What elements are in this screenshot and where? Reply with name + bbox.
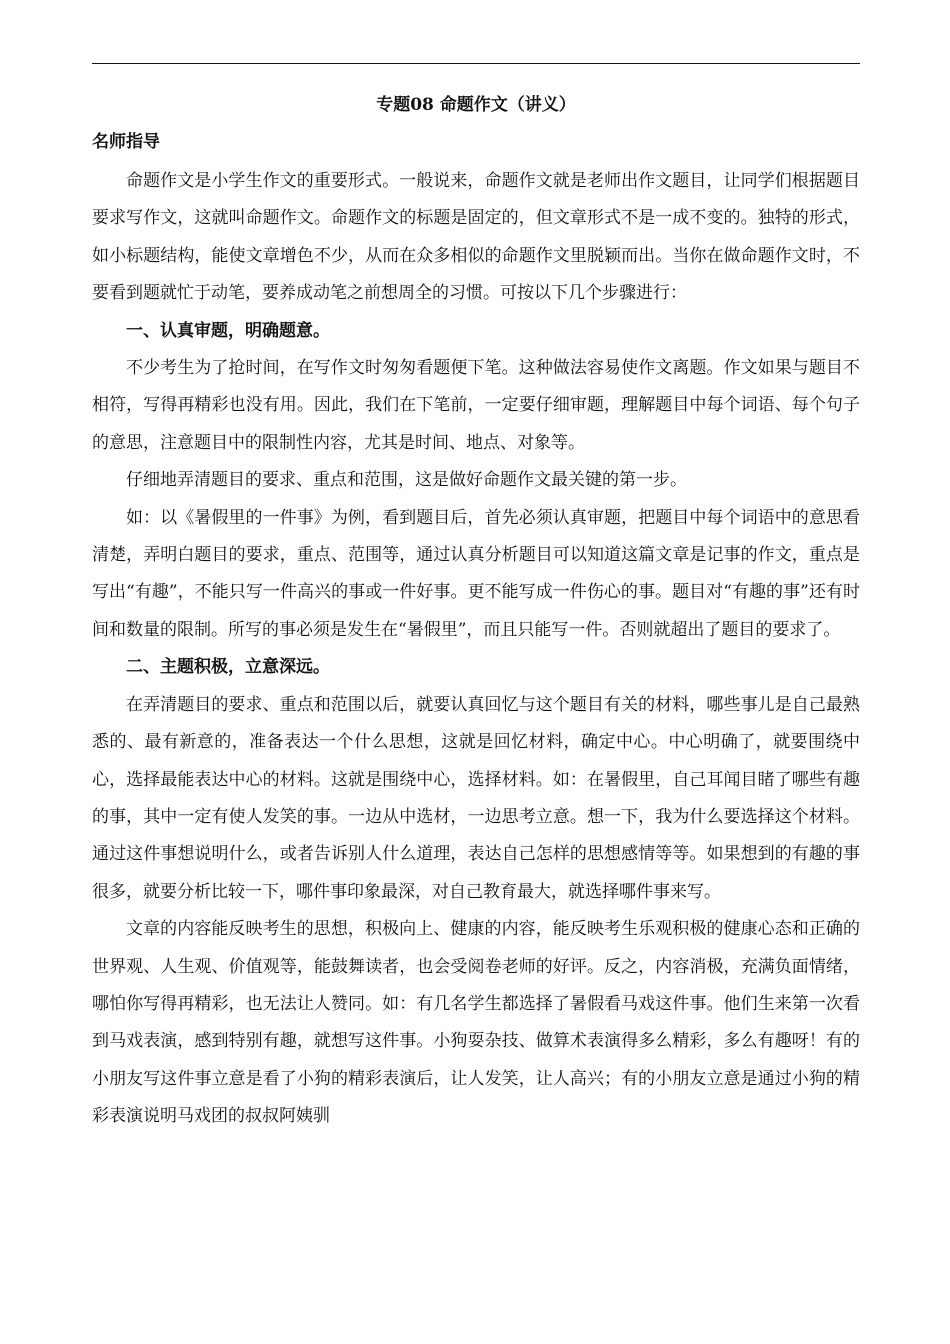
subheading-step-1: 一、认真审题，明确题意。	[126, 320, 330, 341]
paragraph-step-1-example: 如：以《暑假里的一件事》为例，看到题目后，首先必须认真审题，把题目中每个词语中的意思看清楚，弄明白题目的要求，重点、范围等，通过认真分析题目可以知道这篇文章是记事的作文，重点是写出“有趣”，不能只写一件高兴的事或一件好事。更不能写成一件伤心的事。题目对“有趣的事”还有时间和数量的限制。所写的事必须是发生在“暑假里”，而且只能写一件。否则就超出了题目的要求了。	[92, 507, 860, 640]
body-text	[92, 163, 860, 1136]
section-heading: 名师指导	[92, 132, 160, 152]
header-rule	[92, 63, 860, 64]
document-title: 专题08 命题作文（讲义）	[376, 95, 576, 115]
paragraph-step-1-key: 仔细地弄清题目的要求、重点和范围，这是做好命题作文最关键的第一步。	[126, 470, 687, 491]
subheading-step-2: 二、主题积极，立意深远。	[126, 657, 330, 678]
paragraph-step-2-content: 文章的内容能反映考生的思想，积极向上、健康的内容，能反映考生乐观积极的健康心态和正确的世界观、人生观、价值观等，能鼓舞读者，也会受阅卷老师的好评。反之，内容消极，充满负面情绪，哪怕你写得再精彩，也无法让人赞同。如：有几名学生都选择了暑假看马戏这件事。他们生来第一次看到马戏表演，感到特别有趣，就想写这件事。小狗耍杂技、做算术表演得多么精彩，多么有趣呀！有的小朋友写这件事立意是看了小狗的精彩表演后，让人发笑，让人高兴；有的小朋友立意是通过小狗的精彩表演说明马戏团的叔叔阿姨驯	[92, 919, 860, 1127]
paragraph-step-1: 不少考生为了抢时间，在写作文时匆匆看题便下笔。这种做法容易使作文离题。作文如果与题目不相符，写得再精彩也没有用。因此，我们在下笔前，一定要仔细审题，理解题目中每个词语、每个句子的意思，注意题目中的限制性内容，尤其是时间、地点、对象等。	[92, 358, 860, 453]
paragraph-intro: 命题作文是小学生作文的重要形式。一般说来，命题作文就是老师出作文题目，让同学们根据题目要求写作文，这就叫命题作文。命题作文的标题是固定的，但文章形式不是一成不变的。独特的形式，如小标题结构，能使文章增色不少，从而在众多相似的命题作文里脱颖而出。当你在做命题作文时，不要看到题就忙于动笔，要养成动笔之前想周全的习惯。可按以下几个步骤进行：	[92, 171, 860, 304]
paragraph-step-2: 在弄清题目的要求、重点和范围以后，就要认真回忆与这个题目有关的材料，哪些事儿是自己最熟悉的、最有新意的，准备表达一个什么思想，这就是回忆材料，确定中心。中心明确了，就要围绕中心，选择最能表达中心的材料。这就是围绕中心，选择材料。如：在暑假里，自己耳闻目睹了哪些有趣的事，其中一定有使人发笑的事。一边从中选材，一边思考立意。想一下，我为什么要选择这个材料。通过这件事想说明什么，或者告诉别人什么道理，表达自己怎样的思想感情等等。如果想到的有趣的事很多，就要分析比较一下，哪件事印象最深，对自己教育最大，就选择哪件事来写。	[92, 694, 860, 902]
